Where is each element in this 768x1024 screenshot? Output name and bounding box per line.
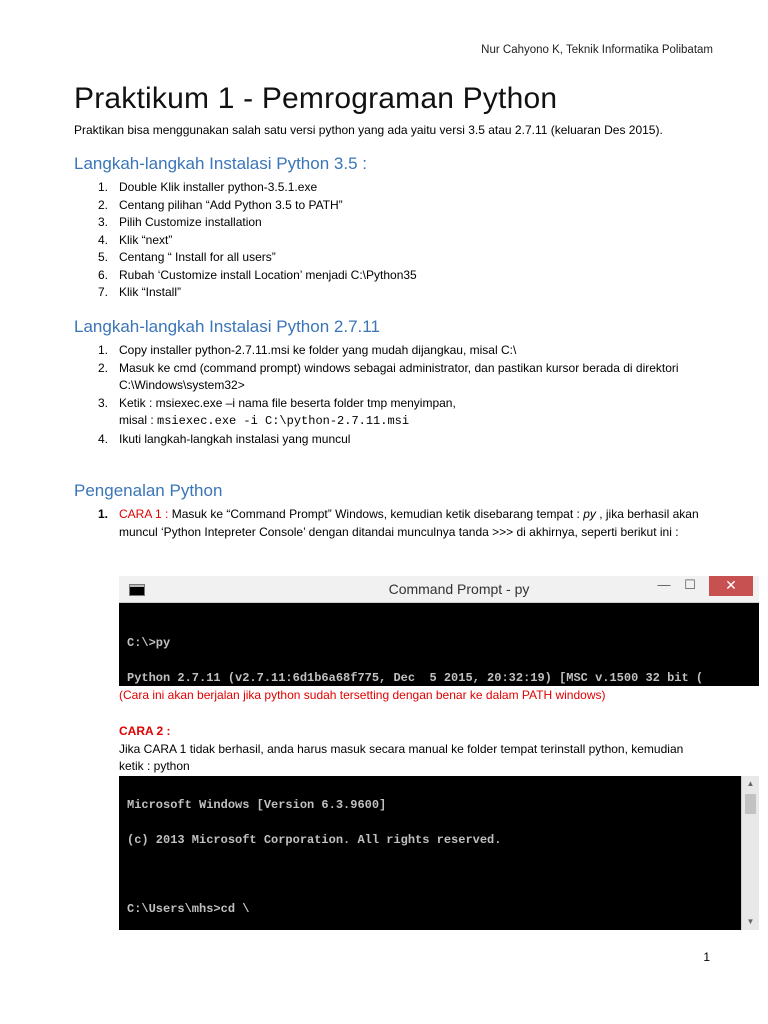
list-item: 7. Klik “Install” <box>98 285 182 299</box>
maximize-button[interactable]: ☐ <box>684 577 696 592</box>
console-scrollbar[interactable] <box>741 776 759 930</box>
minimize-button[interactable]: — <box>657 577 671 592</box>
list-item: 4. Klik “next” <box>98 232 173 247</box>
list-item: 4. Ikuti langkah-langkah instalasi yang muncul <box>98 431 351 446</box>
command-prompt-window <box>119 576 759 686</box>
console-output <box>127 615 759 686</box>
scroll-up-icon[interactable]: ▲ <box>746 779 755 788</box>
section-heading-install-2711: Langkah-langkah Instalasi Python 2.7.11 <box>74 317 380 336</box>
install-2711-steps <box>74 342 694 448</box>
path-note: (Cara ini akan berjalan jika python sudah tersetting dengan benar ke dalam PATH windows) <box>119 688 606 702</box>
list-item: 1. CARA 1 : Masuk ke “Command Prompt” Windows, kemudian ketik disebarang tempat : py , jika berhasil akan muncul ‘Python Intepreter Console’ dengan ditandai munculnya tanda >>> di akhirnya, seperti berikut ini : <box>98 507 699 539</box>
cara1-label: CARA 1 : <box>119 507 169 521</box>
list-item: 2. Masuk ke cmd (command prompt) windows sebagai administrator, dan pastikan kursor berada di direktori C:\Windows\system32> <box>98 360 679 392</box>
console-line <box>127 869 759 881</box>
scroll-thumb[interactable] <box>745 794 756 814</box>
list-item: 3. Pilih Customize installation <box>98 215 262 229</box>
msiexec-command: msiexec.exe -i C:\python-2.7.11.msi <box>157 414 410 428</box>
list-item: 2. Centang pilihan “Add Python 3.5 to PATH” <box>98 197 343 212</box>
list-item: 3. Ketik : msiexec.exe –i nama file beserta folder tmp menyimpan, misal : msiexec.exe -i C:\python-2.7.11.msi <box>98 395 456 428</box>
page-number: 1 <box>703 950 710 964</box>
list-item: 6. Rubah ‘Customize install Location’ menjadi C:\Python35 <box>98 267 417 282</box>
page-title: Praktikum 1 - Pemrograman Python <box>74 82 558 115</box>
list-item: 1. Double Klik installer python-3.5.1.exe <box>98 180 318 194</box>
section-heading-install-35: Langkah-langkah Instalasi Python 3.5 : <box>74 154 367 173</box>
console-line: (c) 2013 Microsoft Corporation. All rights reserved. <box>127 832 502 847</box>
list-item: 5. Centang “ Install for all users” <box>98 250 276 264</box>
window-titlebar[interactable] <box>119 576 759 603</box>
list-item: 1. Copy installer python-2.7.11.msi ke folder yang mudah dijangkau, misal C:\ <box>98 343 517 357</box>
cara2-label: CARA 2 : <box>119 724 171 738</box>
pengenalan-steps <box>74 506 714 541</box>
install-35-steps <box>74 179 694 302</box>
close-button[interactable]: ✕ <box>709 576 753 596</box>
intro-text: Praktikan bisa menggunakan salah satu versi python yang ada yaitu versi 3.5 atau 2.7.11 (keluaran Des 2015). <box>74 123 663 137</box>
console-output <box>127 777 759 930</box>
section-heading-pengenalan: Pengenalan Python <box>74 481 223 500</box>
console-line: C:\Users\mhs>cd \ <box>127 901 250 916</box>
console-line: Python 2.7.11 (v2.7.11:6d1b6a68f775, Dec 5 2015, 20:32:19) [MSC v.1500 32 bit ( <box>127 670 704 685</box>
console-line: Microsoft Windows [Version 6.3.9600] <box>127 798 387 812</box>
cara2-text: Jika CARA 1 tidak berhasil, anda harus masuk secara manual ke folder tempat terinstall python, kemudian ketik : python <box>119 742 684 773</box>
header-author: Nur Cahyono K, Teknik Informatika Polibatam <box>481 44 713 56</box>
console-line: C:\>py <box>127 636 171 650</box>
scroll-down-icon[interactable]: ▼ <box>746 917 755 926</box>
command-prompt-window-2 <box>119 776 759 930</box>
window-title: Command Prompt - py <box>388 581 530 597</box>
